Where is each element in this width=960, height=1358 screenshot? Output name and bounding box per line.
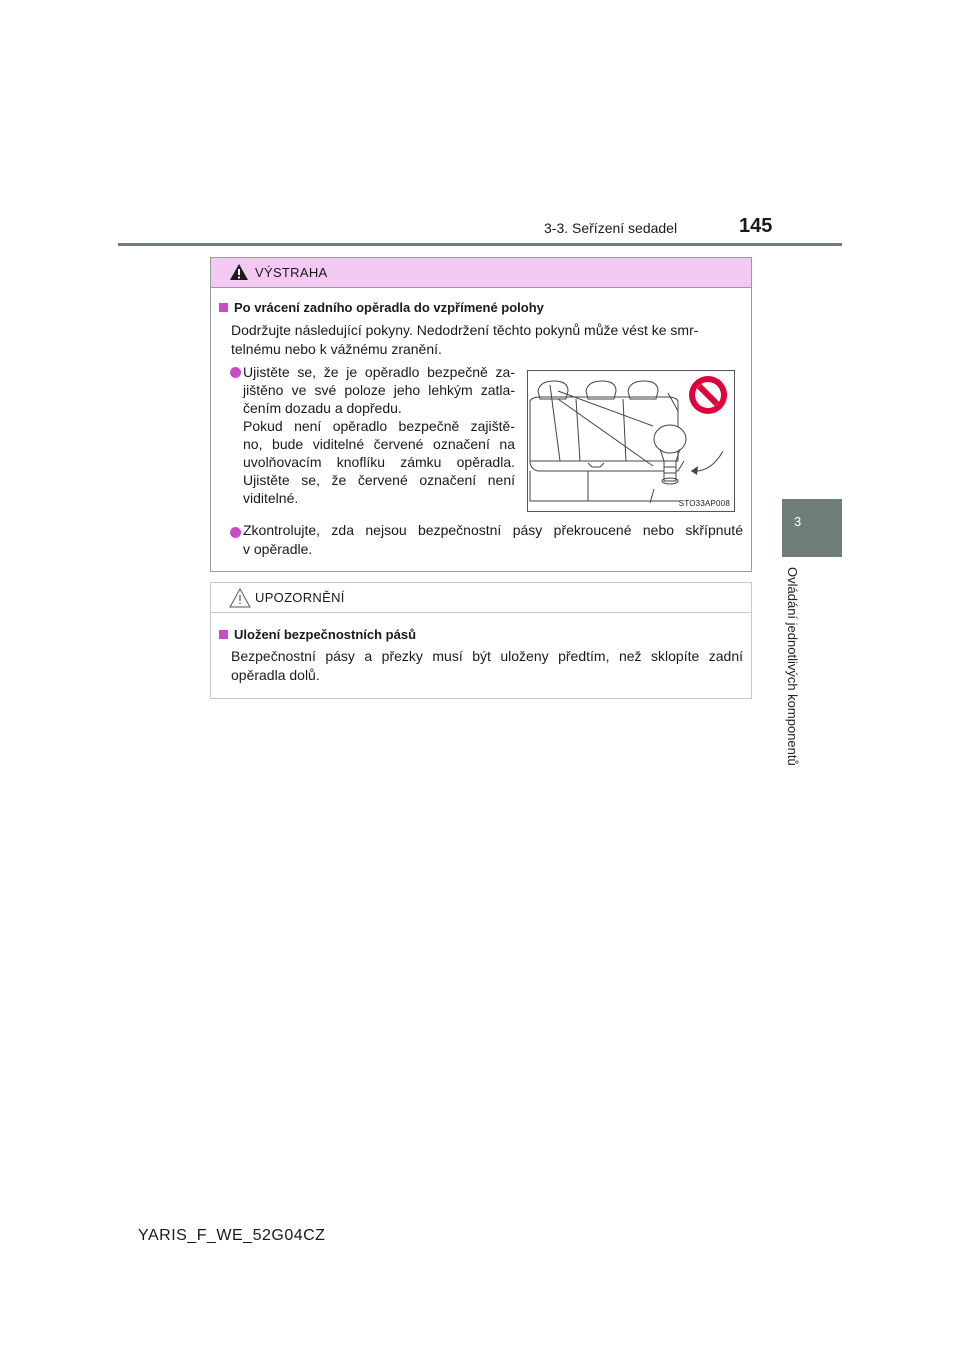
warning-intro [231, 321, 743, 359]
warning-header [211, 258, 751, 288]
bullet1-line: jištěno ve své poloze jeho lehkým zatla- [243, 382, 515, 398]
header-section-title: 3-3. Seřízení sedadel [544, 220, 678, 236]
caution-heading-text: Uložení bezpečnostních pásů [234, 627, 417, 642]
warning-heading [219, 300, 544, 315]
bullet1-line: Ujistěte se, že červené označení není [243, 472, 515, 488]
bullet1-line: Pokud není opěradlo bezpečně zajiště- [243, 418, 515, 434]
caution-title: UPOZORNĚNÍ [255, 590, 345, 605]
caution-body [231, 647, 743, 685]
square-bullet-icon [219, 630, 228, 639]
bullet-dot-icon [230, 527, 241, 538]
warning-title: VÝSTRAHA [255, 265, 328, 280]
illustration-code: STO33AP008 [678, 499, 730, 508]
caution-line: opěradla dolů. [231, 667, 320, 683]
bullet1-text [243, 363, 515, 507]
bullet-dot-icon [230, 367, 241, 378]
caution-heading [219, 627, 416, 642]
seat-illustration [527, 370, 735, 512]
caution-box [210, 582, 752, 699]
bullet1-line: uvolňovacím knoflíku zámku opěradla. [243, 454, 515, 470]
bullet2-line: v opěradle. [243, 541, 313, 557]
chapter-number: 3 [794, 514, 802, 529]
warning-heading-text: Po vrácení zadního opěradla do vzpřímené polohy [234, 300, 544, 315]
warning-triangle-icon [229, 263, 249, 281]
bullet1-line: viditelné. [243, 490, 299, 506]
header-rule [118, 243, 842, 246]
caution-line: Bezpečnostní pásy a přezky musí být uloženy předtím, než sklopíte zadní [231, 648, 743, 664]
bullet2-text [243, 521, 743, 559]
bullet1-line: Ujistěte se, že je opěradlo bezpečně za- [243, 364, 515, 380]
chapter-tab [782, 499, 842, 557]
bullet1-line: no, bude viditelné červené označení na [243, 436, 515, 452]
bullet1-line: čením dozadu a dopředu. [243, 400, 402, 416]
intro-line: Dodržujte následující pokyny. Nedodržení těchto pokynů může vést ke smr- [231, 322, 699, 338]
caution-triangle-icon [229, 588, 251, 608]
square-bullet-icon [219, 303, 228, 312]
intro-line: telnému nebo k vážnému zranění. [231, 341, 442, 357]
rear-seat-drawing [528, 371, 734, 511]
bullet2-line: Zkontrolujte, zda nejsou bezpečnostní pásy překroucené nebo skřípnuté [243, 522, 743, 538]
chapter-title-vertical: Ovládání jednotlivých komponentů [785, 567, 800, 766]
document-code: YARIS_F_WE_52G04CZ [138, 1227, 326, 1244]
page-number: 145 [739, 215, 773, 237]
caution-header [211, 583, 751, 613]
warning-box [210, 257, 752, 572]
